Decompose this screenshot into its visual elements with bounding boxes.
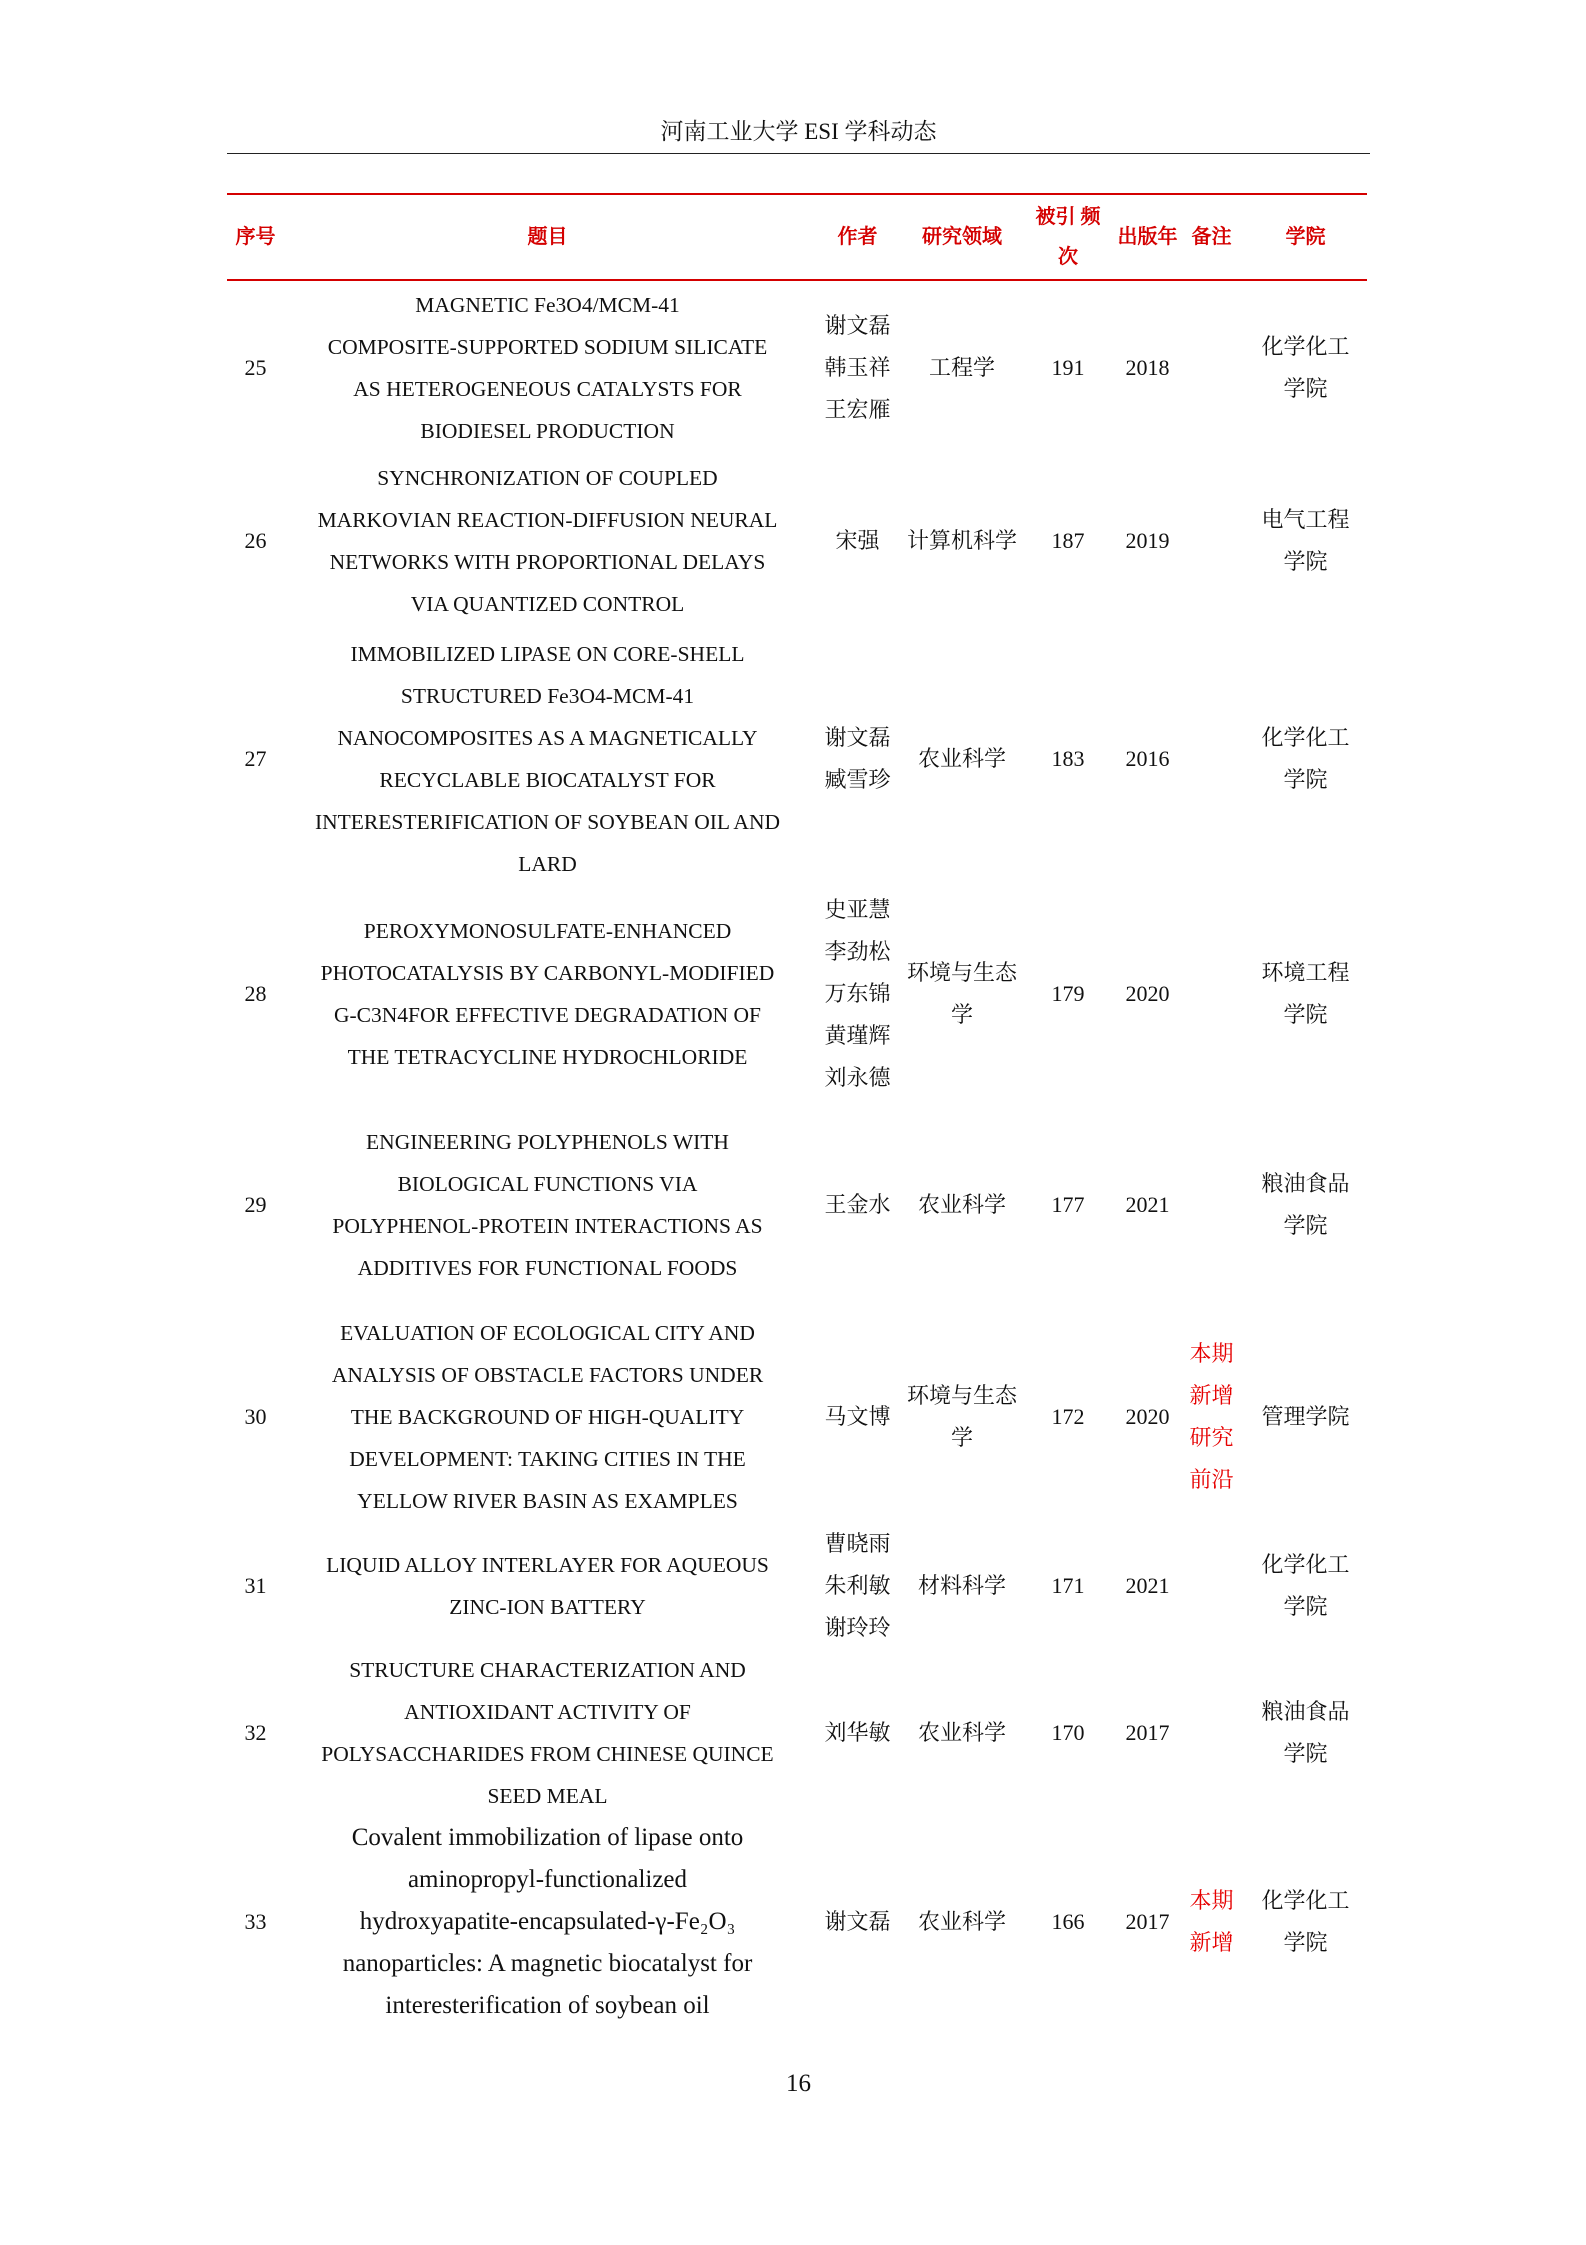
author-name: 朱利敏 <box>824 1573 891 1598</box>
table-row <box>227 1649 1367 1817</box>
col-header-author: 作者 <box>837 226 878 248</box>
row-number: 25 <box>244 354 267 380</box>
note-line: 新增 <box>1189 1930 1234 1955</box>
college-name-line: 学院 <box>1283 1594 1328 1619</box>
college-name <box>1244 1817 1367 2027</box>
publication-year: 2020 <box>1125 981 1170 1006</box>
paper-title-line: ANTIOXIDANT ACTIVITY OF <box>404 1700 691 1724</box>
paper-title-line: THE BACKGROUND OF HIGH-QUALITY <box>350 1405 745 1429</box>
paper-title-line: nanoparticles: A magnetic biocatalyst for <box>342 1950 753 1977</box>
table-row <box>227 1817 1367 2027</box>
paper-title-line: NANOCOMPOSITES AS A MAGNETICALLY <box>337 725 758 750</box>
paper-title-line: NETWORKS WITH PROPORTIONAL DELAYS <box>329 550 766 574</box>
paper-title-line: AS HETEROGENEOUS CATALYSTS FOR <box>353 376 742 401</box>
paper-title-line: IMMOBILIZED LIPASE ON CORE-SHELL <box>350 641 745 666</box>
col-header-citations <box>1020 194 1116 280</box>
paper-title-line: ANALYSIS OF OBSTACLE FACTORS UNDER <box>331 1363 764 1387</box>
author-list <box>811 1099 904 1311</box>
author-name: 李劲松 <box>824 939 891 964</box>
row-number: 27 <box>244 745 267 771</box>
paper-title-line: G-C3N4FOR EFFECTIVE DEGRADATION OF <box>333 1003 762 1027</box>
author-name: 谢玲玲 <box>824 1615 891 1640</box>
research-field-line: 环境与生态 <box>906 1383 1017 1408</box>
paper-title-line: hydroxyapatite-encapsulated-γ-Fe₂O₃ <box>359 1908 736 1935</box>
paper-title-line: LARD <box>518 851 577 876</box>
paper-title-line: COMPOSITE-SUPPORTED SODIUM SILICATE <box>327 334 768 359</box>
research-field <box>904 454 1020 628</box>
esi-paper-table <box>227 193 1367 2027</box>
author-name: 谢文磊 <box>824 724 891 750</box>
college-name <box>1244 280 1367 454</box>
publication-year: 2020 <box>1125 1404 1170 1429</box>
citation-count: 191 <box>1051 354 1085 380</box>
col-header-field: 研究领域 <box>922 226 1002 248</box>
college-name-line: 化学化工 <box>1261 724 1350 750</box>
paper-title-line: INTERESTERIFICATION OF SOYBEAN OIL AND <box>314 809 781 834</box>
research-field <box>904 1311 1020 1523</box>
research-field-line: 农业科学 <box>917 745 1006 771</box>
paper-title <box>284 1649 811 1817</box>
paper-title-line: POLYSACCHARIDES FROM CHINESE QUINCE <box>321 1742 774 1766</box>
citation-count: 183 <box>1051 745 1085 771</box>
research-field <box>904 1817 1020 2027</box>
note-badge <box>1179 454 1244 628</box>
col-header-no: 序号 <box>235 226 276 248</box>
page-number: 16 <box>786 2070 811 2097</box>
research-field <box>904 1523 1020 1649</box>
table-row <box>227 454 1367 628</box>
paper-title <box>284 454 811 628</box>
paper-title-line: PHOTOCATALYSIS BY CARBONYL-MODIFIED <box>320 961 775 985</box>
note-line: 新增 <box>1189 1383 1234 1408</box>
paper-title <box>284 889 811 1099</box>
paper-title <box>284 1311 811 1523</box>
col-header-college: 学院 <box>1285 226 1326 248</box>
paper-title-line: ZINC-ION BATTERY <box>449 1595 646 1619</box>
college-name-line: 化学化工 <box>1261 333 1350 359</box>
author-list <box>811 1311 904 1523</box>
row-number: 26 <box>244 528 267 553</box>
author-list <box>811 1523 904 1649</box>
paper-title-line: STRUCTURE CHARACTERIZATION AND <box>349 1658 746 1682</box>
paper-title-line: aminopropyl-functionalized <box>407 1866 688 1893</box>
college-name-line: 化学化工 <box>1261 1888 1350 1913</box>
college-name <box>1244 1649 1367 1817</box>
paper-title-line: SYNCHRONIZATION OF COUPLED <box>377 466 718 490</box>
note-badge <box>1179 1523 1244 1649</box>
table-row <box>227 628 1367 889</box>
col-header-year: 出版年 <box>1117 226 1178 248</box>
paper-title-line: ENGINEERING POLYPHENOLS WITH <box>366 1130 729 1154</box>
author-list <box>811 454 904 628</box>
research-field-line: 农业科学 <box>917 1909 1006 1934</box>
research-field-line: 学 <box>950 1002 973 1027</box>
note-line: 前沿 <box>1189 1467 1234 1492</box>
author-name: 王宏雁 <box>824 396 891 422</box>
college-name-line: 学院 <box>1283 375 1328 401</box>
paper-title-line: LIQUID ALLOY INTERLAYER FOR AQUEOUS <box>326 1553 769 1577</box>
paper-title-line: SEED MEAL <box>487 1784 608 1808</box>
note-line: 本期 <box>1189 1341 1234 1366</box>
row-number: 29 <box>244 1192 267 1217</box>
college-name-line: 学院 <box>1283 1213 1328 1238</box>
citation-count: 187 <box>1051 528 1085 553</box>
research-field-line: 农业科学 <box>917 1720 1006 1745</box>
author-name: 宋强 <box>835 528 880 553</box>
col-header-title: 题目 <box>527 226 568 248</box>
author-name: 王金水 <box>824 1192 891 1217</box>
research-field-line: 工程学 <box>928 354 995 380</box>
college-name-line: 学院 <box>1283 549 1328 574</box>
citation-count: 171 <box>1051 1573 1085 1598</box>
paper-title-line: STRUCTURED Fe3O4-MCM-41 <box>400 683 695 708</box>
paper-title-line: THE TETRACYCLINE HYDROCHLORIDE <box>347 1045 748 1069</box>
note-badge <box>1179 1099 1244 1311</box>
author-name: 谢文磊 <box>824 312 891 338</box>
publication-year: 2021 <box>1125 1573 1170 1598</box>
paper-title-line: EVALUATION OF ECOLOGICAL CITY AND <box>340 1321 755 1345</box>
publication-year: 2017 <box>1125 1720 1170 1745</box>
college-name-line: 学院 <box>1283 766 1328 792</box>
paper-title-line: Covalent immobilization of lipase onto <box>351 1824 744 1851</box>
col-header-citations-line2: 次 <box>1058 246 1078 268</box>
citation-count: 179 <box>1051 981 1085 1006</box>
research-field <box>904 280 1020 454</box>
college-name-line: 电气工程 <box>1261 507 1350 532</box>
author-list <box>811 1817 904 2027</box>
author-name: 韩玉祥 <box>824 354 891 380</box>
college-name <box>1244 628 1367 889</box>
paper-title <box>284 280 811 454</box>
college-name <box>1244 1523 1367 1649</box>
table-body <box>227 280 1367 2027</box>
paper-title-line: interesterification of soybean oil <box>385 1992 710 2019</box>
author-name: 马文博 <box>824 1404 891 1429</box>
author-list <box>811 889 904 1099</box>
paper-title-line: YELLOW RIVER BASIN AS EXAMPLES <box>357 1489 738 1513</box>
row-number: 28 <box>244 981 267 1006</box>
author-name: 刘永德 <box>824 1065 891 1090</box>
college-name-line: 环境工程 <box>1261 960 1350 985</box>
author-list <box>811 628 904 889</box>
row-number: 33 <box>244 1909 267 1934</box>
paper-title-line: MARKOVIAN REACTION-DIFFUSION NEURAL <box>317 508 778 532</box>
research-field-line: 环境与生态 <box>906 960 1017 985</box>
citation-count: 177 <box>1051 1192 1085 1217</box>
publication-year: 2018 <box>1125 354 1170 380</box>
paper-title-line: DEVELOPMENT: TAKING CITIES IN THE <box>349 1447 746 1471</box>
research-field <box>904 889 1020 1099</box>
research-field-line: 农业科学 <box>917 1192 1006 1217</box>
author-name: 史亚慧 <box>824 897 891 922</box>
research-field <box>904 1099 1020 1311</box>
author-name: 黄瑾辉 <box>824 1023 891 1048</box>
citation-count: 170 <box>1051 1720 1085 1745</box>
table-row <box>227 280 1367 454</box>
paper-title <box>284 1099 811 1311</box>
table-row <box>227 889 1367 1099</box>
note-line: 本期 <box>1189 1888 1234 1913</box>
paper-title-line: BIOLOGICAL FUNCTIONS VIA <box>397 1172 698 1196</box>
note-badge <box>1179 280 1244 454</box>
paper-title-line: VIA QUANTIZED CONTROL <box>410 592 685 616</box>
college-name-line: 化学化工 <box>1261 1552 1350 1577</box>
author-name: 臧雪珍 <box>824 766 891 792</box>
paper-title-line: ADDITIVES FOR FUNCTIONAL FOODS <box>357 1256 738 1280</box>
author-list <box>811 280 904 454</box>
paper-title-line: PEROXYMONOSULFATE-ENHANCED <box>363 919 732 943</box>
note-line: 研究 <box>1189 1425 1234 1450</box>
publication-year: 2021 <box>1125 1192 1170 1217</box>
paper-title-line: RECYCLABLE BIOCATALYST FOR <box>379 767 716 792</box>
paper-title-line: MAGNETIC Fe3O4/MCM-41 <box>415 292 680 317</box>
note-badge <box>1179 1649 1244 1817</box>
author-list <box>811 1649 904 1817</box>
row-number: 31 <box>244 1573 267 1598</box>
note-badge <box>1179 889 1244 1099</box>
college-name <box>1244 1099 1367 1311</box>
publication-year: 2016 <box>1125 745 1170 771</box>
author-name: 曹晓雨 <box>824 1531 891 1556</box>
table-row <box>227 1311 1367 1523</box>
table-header-row <box>227 194 1367 280</box>
paper-title <box>284 628 811 889</box>
note-badge <box>1179 628 1244 889</box>
college-name-line: 学院 <box>1283 1002 1328 1027</box>
publication-year: 2019 <box>1125 528 1170 553</box>
citation-count: 166 <box>1051 1909 1085 1934</box>
author-name: 万东锦 <box>824 981 891 1006</box>
college-name-line: 学院 <box>1283 1930 1328 1955</box>
research-field-line: 学 <box>950 1425 973 1450</box>
college-name-line: 粮油食品 <box>1261 1171 1350 1196</box>
college-name-line: 管理学院 <box>1261 1404 1350 1429</box>
research-field-line: 计算机科学 <box>906 528 1017 553</box>
row-number: 32 <box>244 1720 267 1745</box>
row-number: 30 <box>244 1404 267 1429</box>
paper-title-line: BIODIESEL PRODUCTION <box>420 418 675 443</box>
author-name: 谢文磊 <box>824 1909 891 1934</box>
college-name <box>1244 454 1367 628</box>
table-row <box>227 1099 1367 1311</box>
note-badge <box>1179 1311 1244 1523</box>
note-badge <box>1179 1817 1244 2027</box>
college-name <box>1244 1311 1367 1523</box>
running-head: 河南工业大学 ESI 学科动态 <box>660 119 937 144</box>
paper-title <box>284 1523 811 1649</box>
college-name-line: 粮油食品 <box>1261 1699 1350 1724</box>
research-field <box>904 1649 1020 1817</box>
research-field-line: 材料科学 <box>917 1573 1006 1598</box>
college-name <box>1244 889 1367 1099</box>
author-name: 刘华敏 <box>824 1720 891 1745</box>
college-name-line: 学院 <box>1283 1741 1328 1766</box>
paper-title <box>284 1817 811 2027</box>
table-row <box>227 1523 1367 1649</box>
paper-title-line: POLYPHENOL-PROTEIN INTERACTIONS AS <box>332 1214 763 1238</box>
col-header-citations-line1: 被引 频 <box>1035 206 1101 228</box>
header-rule <box>227 153 1370 154</box>
citation-count: 172 <box>1051 1404 1085 1429</box>
research-field <box>904 628 1020 889</box>
publication-year: 2017 <box>1125 1909 1170 1934</box>
col-header-note: 备注 <box>1191 226 1232 248</box>
